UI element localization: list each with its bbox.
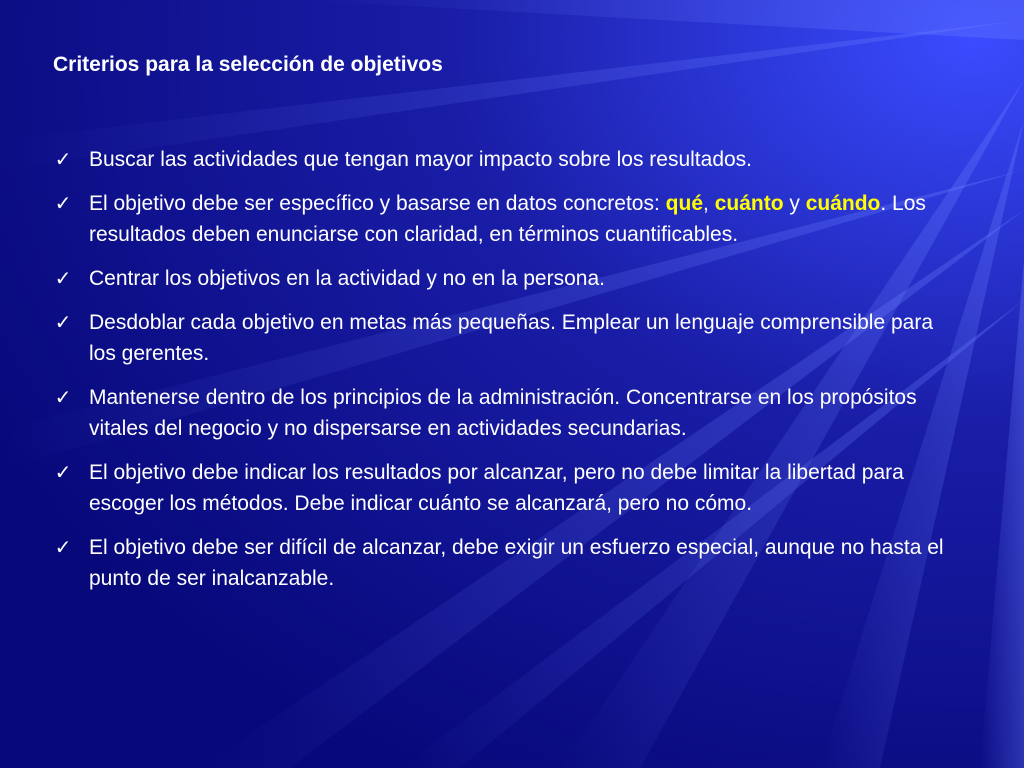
check-icon: ✓ <box>54 191 72 215</box>
check-icon: ✓ <box>54 460 72 484</box>
bullet-item <box>52 263 952 294</box>
slide-title: Criterios para la selección de objetivos <box>53 53 443 76</box>
bullet-text: Centrar los objetivos en la actividad y no en la persona. <box>89 267 605 290</box>
check-icon: ✓ <box>54 385 72 409</box>
bullet-item <box>52 188 952 250</box>
bullet-item <box>52 144 952 175</box>
check-icon: ✓ <box>54 147 72 171</box>
bullet-text: El objetivo debe indicar los resultados por alcanzar, pero no debe limitar la libertad para escoger los métodos. Debe indicar cuánto se alcanzará, pero no cómo. <box>89 461 904 515</box>
bullet-item <box>52 382 952 444</box>
bullet-item <box>52 532 952 594</box>
check-icon: ✓ <box>54 310 72 334</box>
highlight-cuanto: cuánto <box>714 192 784 215</box>
check-icon: ✓ <box>54 535 72 559</box>
bullet-list <box>52 144 952 607</box>
bullet-text: Buscar las actividades que tengan mayor impacto sobre los resultados. <box>89 148 753 171</box>
bullet-text-part: El objetivo debe ser específico y basarse en datos concretos: <box>89 192 666 215</box>
bullet-item <box>52 457 952 519</box>
bullet-text: Mantenerse dentro de los principios de la administración. Concentrarse en los propósitos vitales del negocio y no dispersarse en actividades secundarias. <box>89 386 917 440</box>
bullet-separator: y <box>783 192 806 215</box>
bullet-item <box>52 307 952 369</box>
check-icon: ✓ <box>54 266 72 290</box>
highlight-cuando: cuándo <box>805 192 881 215</box>
bullet-separator: , <box>703 192 715 215</box>
bullet-text: Desdoblar cada objetivo en metas más pequeñas. Emplear un lenguaje comprensible para los gerentes. <box>89 311 934 365</box>
bullet-text: El objetivo debe ser difícil de alcanzar, debe exigir un esfuerzo especial, aunque no hasta el punto de ser inalcanzable. <box>89 536 944 590</box>
bullet-text-part: . Los resultados deben enunciarse con claridad, en términos cuantificables. <box>89 192 926 246</box>
highlight-que: qué <box>665 192 704 215</box>
